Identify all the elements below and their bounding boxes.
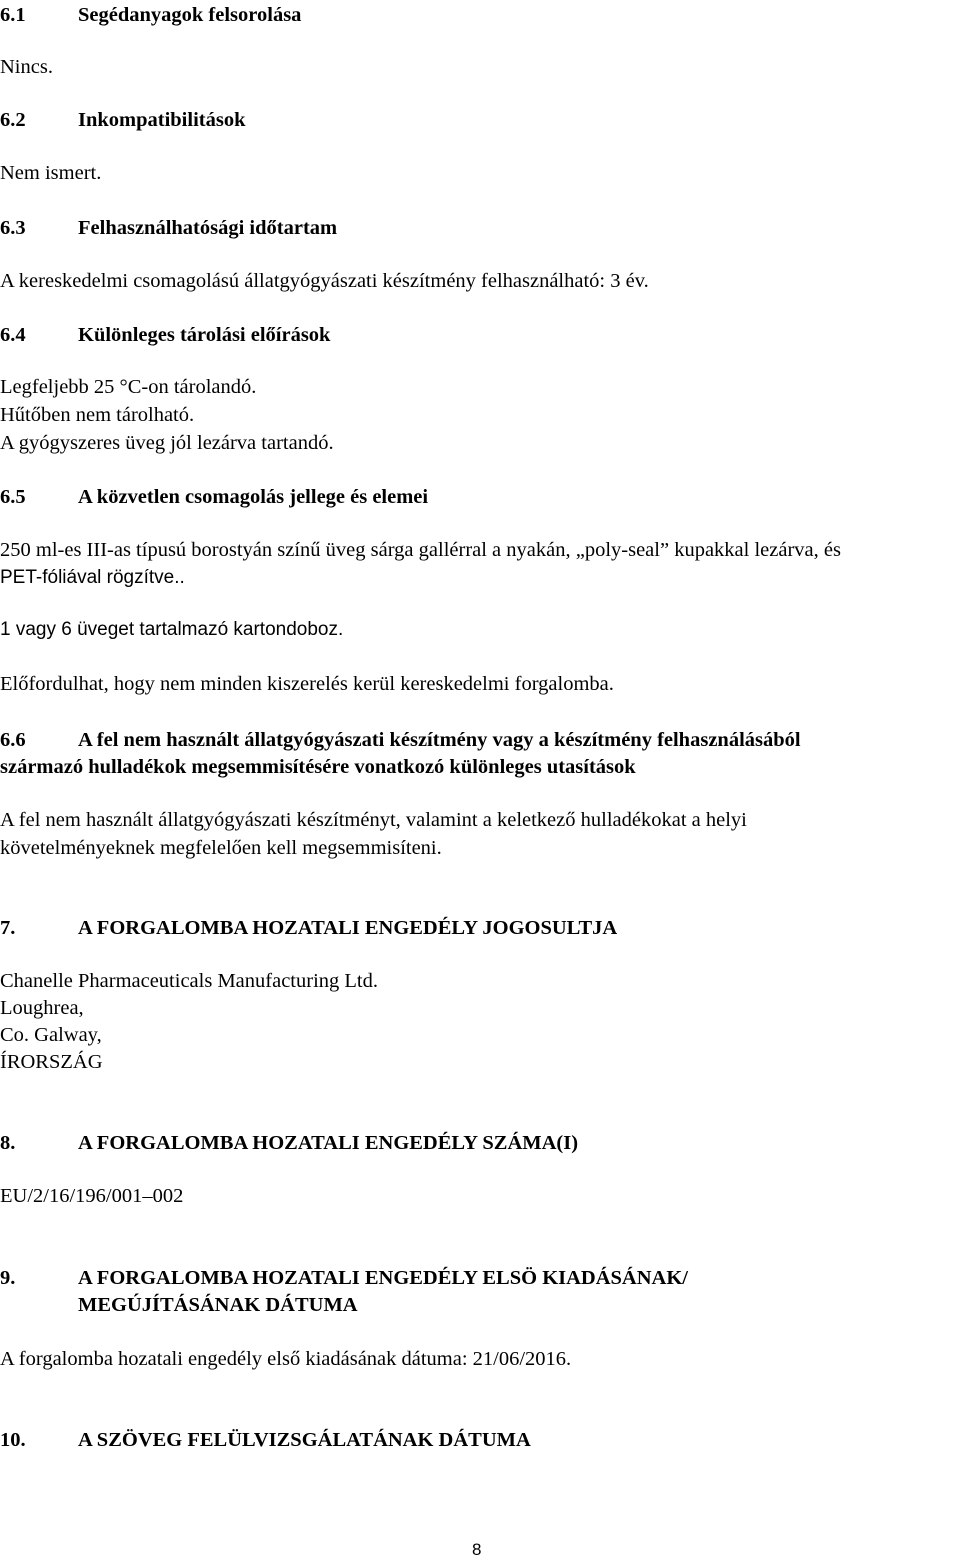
section-title: Inkompatibilitások <box>78 109 246 131</box>
holder-line: ÍRORSZÁG <box>0 1051 103 1073</box>
storage-line: A gyógyszeres üveg jól lezárva tartandó. <box>0 432 334 454</box>
disposal-line: követelményeknek megfelelően kell megsemmisíteni. <box>0 837 442 859</box>
section-number: 6.2 <box>0 109 26 131</box>
page-number: 8 <box>472 1540 482 1559</box>
section-number: 6.5 <box>0 486 26 508</box>
section-number: 10. <box>0 1429 26 1451</box>
heading-9-cont: MEGÚJÍTÁSÁNAK DÁTUMA <box>78 1294 358 1316</box>
section-title: A SZÖVEG FELÜLVIZSGÁLATÁNAK DÁTUMA <box>78 1429 531 1451</box>
section-title: A fel nem használt állatgyógyászati készítmény vagy a készítmény felhasználásából <box>78 729 801 751</box>
storage-line: Hűtőben nem tárolható. <box>0 404 195 426</box>
section-title: A FORGALOMBA HOZATALI ENGEDÉLY JOGOSULTJA <box>78 917 618 939</box>
holder-line: Co. Galway, <box>0 1024 102 1046</box>
section-number: 6.1 <box>0 4 26 26</box>
section-number: 6.6 <box>0 729 26 751</box>
packaging-line: 250 ml-es III-as típusú borostyán színű üveg sárga gallérral a nyakán, „poly-seal” kupakkal lezárva, és <box>0 539 841 561</box>
section-number: 6.3 <box>0 217 26 239</box>
holder-line: Loughrea, <box>0 997 84 1019</box>
section-number: 7. <box>0 917 16 939</box>
section-number: 6.4 <box>0 324 26 346</box>
packaging-line: 1 vagy 6 üveget tartalmazó kartondoboz. <box>0 619 344 640</box>
body-6-3: A kereskedelmi csomagolású állatgyógyászati készítmény felhasználható: 3 év. <box>0 270 649 292</box>
holder-line: Chanelle Pharmaceuticals Manufacturing Ltd. <box>0 970 378 992</box>
heading-6-6-cont: származó hulladékok megsemmisítésére vonatkozó különleges utasítások <box>0 756 636 778</box>
packaging-line: PET-fóliával rögzítve.. <box>0 567 185 588</box>
section-title: A FORGALOMBA HOZATALI ENGEDÉLY ELSÖ KIADÁSÁNAK/ <box>78 1267 688 1289</box>
authorisation-number: EU/2/16/196/001–002 <box>0 1185 184 1207</box>
section-title: A közvetlen csomagolás jellege és elemei <box>78 486 429 508</box>
section-title: Különleges tárolási előírások <box>78 324 331 346</box>
disposal-line: A fel nem használt állatgyógyászati készítményt, valamint a keletkező hulladékokat a helyi <box>0 809 747 831</box>
storage-line: Legfeljebb 25 °C-on tárolandó. <box>0 376 257 398</box>
first-authorisation-date: A forgalomba hozatali engedély első kiadásának dátuma: 21/06/2016. <box>0 1348 572 1370</box>
section-title: Felhasználhatósági időtartam <box>78 217 338 239</box>
body-6-2: Nem ismert. <box>0 162 102 184</box>
section-number: 9. <box>0 1267 16 1289</box>
section-title: A FORGALOMBA HOZATALI ENGEDÉLY SZÁMA(I) <box>78 1132 579 1154</box>
body-6-1: Nincs. <box>0 56 53 78</box>
packaging-line: Előfordulhat, hogy nem minden kiszerelés kerül kereskedelmi forgalomba. <box>0 673 614 695</box>
section-number: 8. <box>0 1132 16 1154</box>
section-title: Segédanyagok felsorolása <box>78 4 302 26</box>
